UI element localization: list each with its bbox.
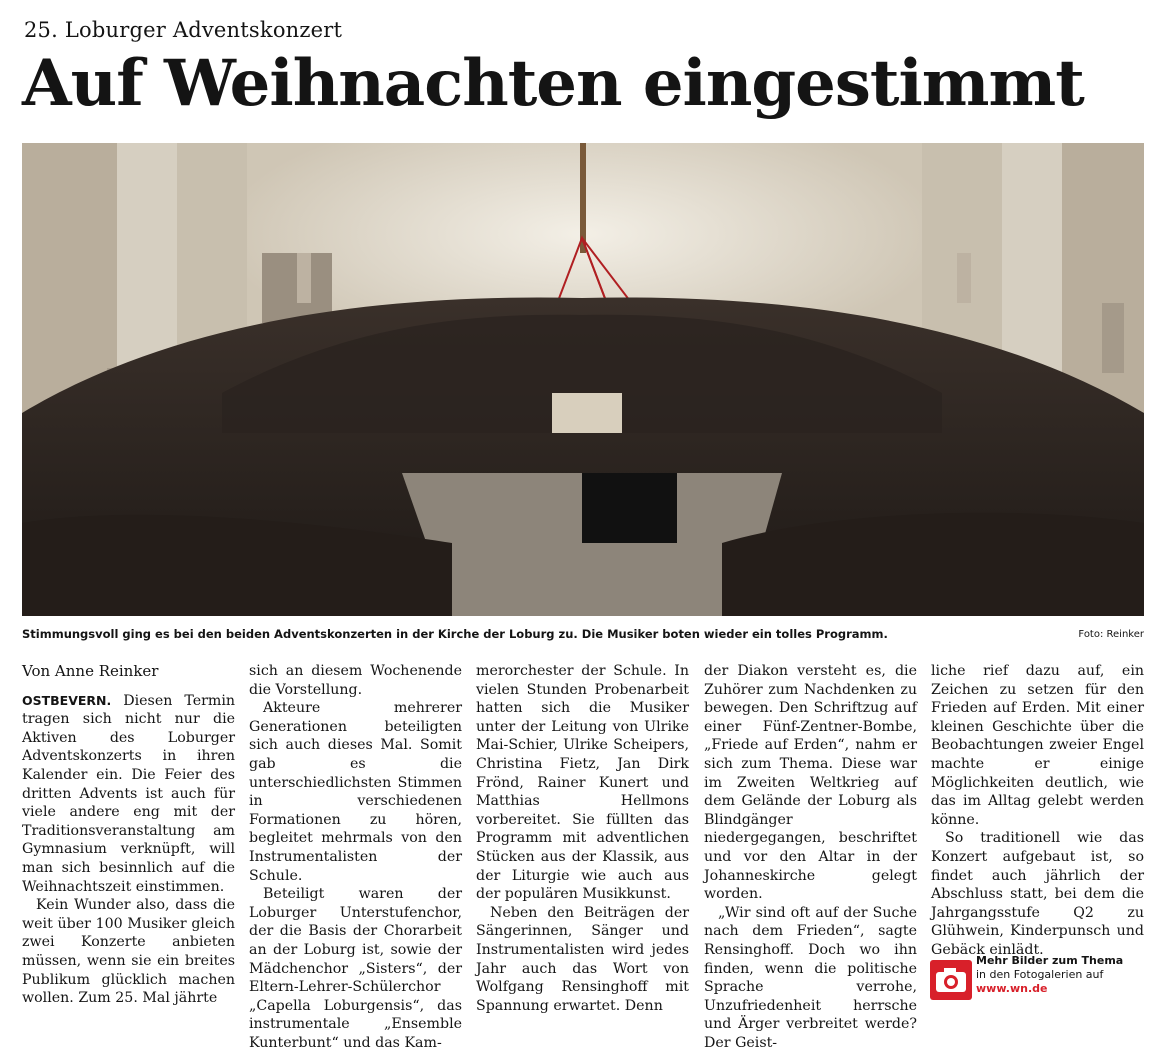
photo-caption: Stimmungsvoll ging es bei den beiden Adventskonzerten in der Kirche der Loburg zu. Die Musiker boten wieder ein tolles Programm. bbox=[22, 627, 888, 641]
paragraph: Kein Wunder also, dass die weit über 100 Musiker gleich zwei Konzerte anbieten müssen, wenn sie ein breites Publikum glücklich machen wollen. Zum 25. Mal jährte bbox=[22, 897, 235, 1007]
paragraph: Beteiligt waren der Loburger Unterstufenchor, der die Basis der Chorarbeit an der Loburg ist, sowie der Mädchenchor „Sisters“, der Eltern-Lehrer-Schülerchor „Capella Loburgensis“, das instrumentale „Ensemble Kunterbunt“ und das Kam- bbox=[249, 886, 462, 1051]
paragraph: Akteure mehrerer Generationen beteiligten sich auch dieses Mal. Somit gab es die unterschiedlichsten Stimmen in verschiedenen Formationen zu hören, begleitet mehrmals von den Instrumentalisten der Schule. bbox=[249, 700, 462, 884]
paragraph: liche rief dazu auf, ein Zeichen zu setzen für den Frieden auf Erden. Mit einer kleinen Geschichte über die Beobachtungen zweier Engel machte er einige Möglichkeiten deutlich, wie das im Alltag gelebt werden könne. bbox=[931, 663, 1144, 828]
paragraph: „Wir sind oft auf der Suche nach dem Frieden“, sagte Rensinghoff. Doch wo ihn finden, wenn die politische Sprache verrohe, Unzufriedenheit herrsche und Ärger verbreitet werde? Der Geist- bbox=[704, 904, 917, 1051]
concert-photo bbox=[22, 143, 1144, 616]
paragraph: merorchester der Schule. In vielen Stunden Probenarbeit hatten sich die Musiker unter der Leitung von Ulrike Mai-Schier, Ulrike Scheipers, Christina Fietz, Jan Dirk Frönd, Rainer Kunert und Matthias Hellmons vorbereitet. Sie füllten das Programm mit adventlichen Stücken aus der Klassik, aus der Liturgie wie auch aus der populären Musikkunst. bbox=[476, 663, 689, 903]
article-column-1 bbox=[22, 662, 235, 1008]
kicker: 25. Loburger Adventskonzert bbox=[24, 18, 343, 42]
article-column-2 bbox=[249, 662, 462, 1052]
promo-title: Mehr Bilder zum Thema bbox=[976, 954, 1124, 967]
promo-link[interactable]: www.wn.de bbox=[976, 982, 1048, 995]
byline: Von Anne Reinker bbox=[22, 662, 159, 680]
camera-icon bbox=[930, 960, 972, 1000]
concert-photo-illustration bbox=[22, 143, 1144, 616]
headline: Auf Weihnachten eingestimmt bbox=[22, 46, 1084, 121]
photo-credit: Foto: Reinker bbox=[1078, 629, 1144, 640]
promo-subtitle: in den Fotogalerien auf bbox=[976, 968, 1104, 981]
paragraph-text: Diesen Termin tragen sich nicht nur die Aktiven des Loburger Adventskonzerts in ihren Kalender ein. Die Feier des dritten Advents ist auch für viele andere eng mit der Traditionsveranstaltung am Gymnasium verknüpft, will man sich besinnlich auf die Weihnachtszeit einstimmen. bbox=[22, 692, 235, 895]
paragraph bbox=[22, 692, 235, 897]
article-column-4 bbox=[704, 662, 917, 1052]
promo-text bbox=[976, 954, 1123, 996]
paragraph: Neben den Beiträgen der Sängerinnen, Sänger und Instrumentalisten wird jedes Jahr auch das Wort von Wolfgang Rensinghoff mit Spannung erwartet. Denn bbox=[476, 904, 689, 1014]
article-column-5 bbox=[931, 662, 1144, 960]
photo-gallery-promo[interactable] bbox=[930, 954, 1150, 1004]
paragraph: sich an diesem Wochenende die Vorstellung. bbox=[249, 663, 462, 698]
dateline: OSTBEVERN. bbox=[22, 692, 112, 708]
paragraph: der Diakon versteht es, die Zuhörer zum Nachdenken zu bewegen. Den Schriftzug auf einer Fünf-Zentner-Bombe, „Friede auf Erden“, nahm er sich zum Thema. Diese war im Zweiten Weltkrieg auf dem Gelände der Loburg als Blindgänger niedergegangen, beschriftet und vor den Altar in der Johanneskirche gelegt worden. bbox=[704, 663, 917, 903]
paragraph: So traditionell wie das Konzert aufgebaut ist, so findet auch jährlich der Abschluss statt, bei dem die Jahrgangsstufe Q2 zu Glühwein, Kinderpunsch und Gebäck einlädt. bbox=[931, 830, 1144, 958]
article-column-3 bbox=[476, 662, 689, 1015]
